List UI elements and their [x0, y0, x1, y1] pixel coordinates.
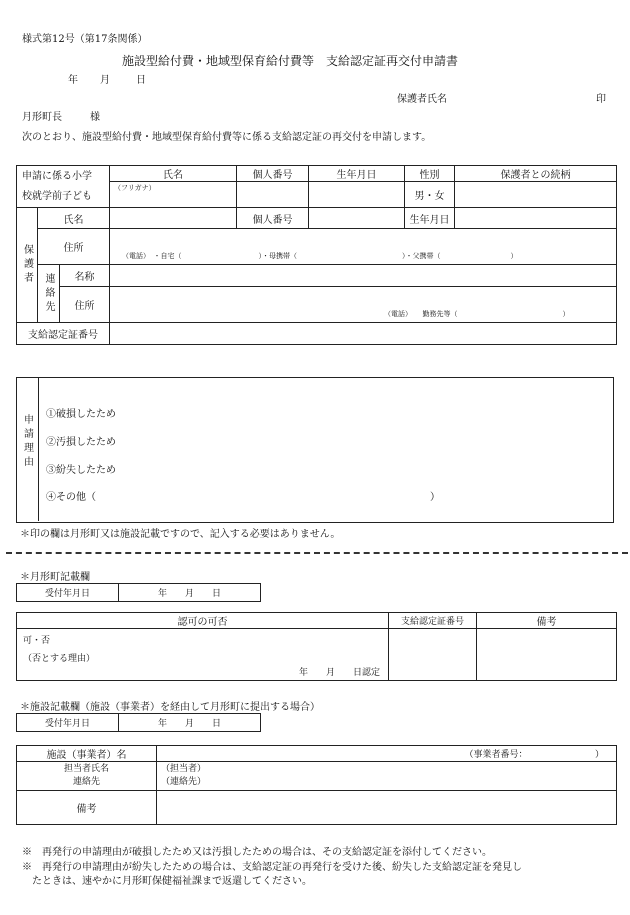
- guardian-birth-label: 生年月日: [405, 208, 455, 229]
- footnote-2: ※ 再発行の申請理由が紛失したための場合は、支給認定証の再発行を受けた後、紛失した支給認定証を発見し: [22, 862, 522, 873]
- child-label-line2: 校就学前子ども: [22, 190, 92, 202]
- col-id: 個人番号: [237, 166, 309, 182]
- remarks-input[interactable]: [477, 629, 617, 681]
- cert-number-label: 支給認定証番号: [17, 323, 110, 345]
- business-number: （事業者番号： ）: [464, 750, 604, 760]
- guardian-address-field[interactable]: [110, 229, 617, 265]
- page-title: 施設型給付費・地域型保育給付費等 支給認定証再交付申請書: [122, 54, 459, 68]
- guardian-id-field[interactable]: [309, 208, 405, 229]
- facility-received-table: [16, 713, 261, 732]
- contact-phone-line: （電話） 勤務先等（ ）: [384, 310, 570, 318]
- col-birth: 生年月日: [309, 166, 405, 182]
- town-received-table: [16, 583, 261, 602]
- facility-remarks-field[interactable]: [157, 791, 617, 825]
- facility-section-title: ＊施設記載欄（施設（事業者）を経由して月形町に提出する場合）: [20, 702, 320, 713]
- contact-name-label: 名称: [60, 265, 110, 287]
- form-number: 様式第12号（第17条関係）: [22, 34, 148, 45]
- seal-mark: 印: [596, 94, 606, 105]
- guardian-phone-line: （電話） ・自宅（ ）・母携帯（ ）・父携帯（ ）: [122, 252, 518, 260]
- child-label-line1: 申請に係る小学: [22, 170, 92, 182]
- facility-received-label: 受付年月日: [17, 714, 119, 732]
- guardian-name-label: 保護者氏名: [397, 94, 447, 105]
- guardian-label: 保護者: [17, 208, 38, 323]
- guardian-birth-field[interactable]: [455, 208, 617, 229]
- town-received-label: 受付年月日: [17, 584, 119, 602]
- contact-label: 連絡先: [38, 265, 60, 323]
- deny-reason-label: （否とする理由）: [23, 654, 96, 664]
- permit-field[interactable]: [17, 629, 389, 681]
- col-sex: 性別: [405, 166, 455, 182]
- col-permit: 認可の可否: [17, 613, 389, 629]
- child-relation-field[interactable]: [455, 182, 617, 208]
- reason-other-close: ）: [430, 492, 440, 503]
- reason-option-damaged[interactable]: ①破損したため: [46, 409, 116, 420]
- staff-contact: （連絡先）: [161, 777, 207, 787]
- reason-label: 申請理由: [21, 414, 33, 470]
- date-year: 年: [68, 75, 78, 86]
- applicant-table: [16, 165, 617, 345]
- child-label: [17, 166, 110, 208]
- reason-option-soiled[interactable]: ②汚損したため: [46, 437, 116, 448]
- col-remarks: 備考: [477, 613, 617, 629]
- furigana-label: （フリガナ）: [114, 184, 156, 192]
- guardian-name-field[interactable]: [110, 208, 237, 229]
- col-name: 氏名: [110, 166, 237, 182]
- date-month: 月: [100, 75, 110, 86]
- town-received-value[interactable]: 年 月 日: [119, 584, 261, 602]
- facility-name-field[interactable]: [157, 746, 617, 762]
- facility-remarks-label: 備考: [17, 791, 157, 825]
- facility-received-value[interactable]: 年 月 日: [119, 714, 261, 732]
- reason-option-other[interactable]: ④その他（: [46, 492, 96, 503]
- permit-options: 可・否: [23, 636, 51, 646]
- guardian-id-label: 個人番号: [237, 208, 309, 229]
- footnote-3: たときは、速やかに月形町保健福祉課まで返還してください。: [22, 876, 312, 887]
- contact-address-field[interactable]: [110, 287, 617, 323]
- date-day: 日: [136, 75, 146, 86]
- child-birth-field[interactable]: [309, 182, 405, 208]
- guardian-name-label: 氏名: [38, 208, 110, 229]
- child-id-field[interactable]: [237, 182, 309, 208]
- child-sex-field[interactable]: 男・女: [405, 182, 455, 208]
- staff-field[interactable]: [157, 762, 617, 791]
- cert-number-input[interactable]: [389, 629, 477, 681]
- contact-name-field[interactable]: [110, 265, 617, 287]
- col-relation: 保護者との続柄: [455, 166, 617, 182]
- facility-name-label: 施設（事業者）名: [17, 746, 157, 762]
- contact-address-label: 住所: [60, 287, 110, 323]
- cert-number-field[interactable]: [110, 323, 617, 345]
- staff-person: （担当者）: [161, 764, 207, 774]
- staff-label: 担当者氏名 連絡先: [17, 762, 157, 791]
- footnote-1: ※ 再発行の申請理由が破損したため又は汚損したための場合は、その支給認定証を添付してください。: [22, 847, 492, 858]
- addressee: 月形町長: [22, 112, 62, 123]
- intro-text: 次のとおり、施設型給付費・地域型保育給付費等に係る支給認定証の再交付を申請します。: [22, 132, 432, 143]
- star-note: ＊印の欄は月形町又は施設記載ですので、記入する必要はありません。: [20, 529, 341, 540]
- facility-table: [16, 745, 617, 825]
- col-cert-number: 支給認定証番号: [389, 613, 477, 629]
- reason-box: [16, 377, 614, 523]
- child-name-field[interactable]: [110, 182, 237, 208]
- permit-table: [16, 612, 617, 681]
- guardian-address-label: 住所: [38, 229, 110, 265]
- addressee-suffix: 様: [90, 112, 100, 123]
- town-section-title: ＊月形町記載欄: [20, 572, 90, 583]
- reason-option-lost[interactable]: ③紛失したため: [46, 465, 116, 476]
- approved-date: 年 月 日認定: [298, 668, 380, 678]
- reason-divider: [38, 377, 39, 521]
- cut-line: [6, 552, 628, 554]
